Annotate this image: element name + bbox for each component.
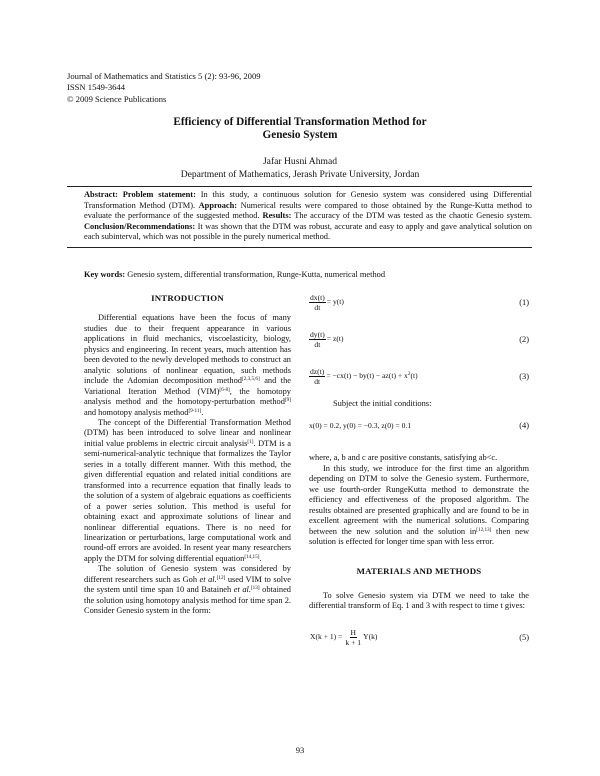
journal-citation: Journal of Mathematics and Statistics 5 (2): 93-96, 2009 <box>67 71 261 81</box>
keywords-text: Genesio system, differential transformation, Runge-Kutta, numerical method <box>125 270 386 279</box>
page-number: 93 <box>295 745 305 755</box>
citation[interactable]: [9] <box>284 397 291 404</box>
results-text: The accuracy of the DTM was tested as the chaotic Genesio system. <box>291 211 532 221</box>
results-label: Results: <box>262 211 292 221</box>
initial-conditions-intro: Subject the initial conditions: <box>333 399 432 408</box>
equation-number: (5) <box>519 632 529 642</box>
eq5-denominator: k + 1 <box>345 637 362 647</box>
citation[interactable]: [2,3,5,6] <box>241 376 260 383</box>
et-al: et al. <box>199 574 217 584</box>
intro-paragraph-2 <box>84 418 291 564</box>
eq2-numerator: dy(t) <box>310 330 325 339</box>
intro-p1-text-b: and the Variational Iteration Method (VIM) <box>84 376 291 396</box>
eq1-rhs: = y(t) <box>326 297 344 307</box>
intro-p2-text-a: The concept of the Differential Transformation Method (DTM) has been introduced to solve linear and nonlinear initial value problems in electric circuit analysis <box>84 417 291 448</box>
eq3-denominator: dt <box>314 377 321 386</box>
equation-number: (2) <box>519 335 529 344</box>
title-line-2: Genesio System <box>262 129 338 142</box>
intro-p3-text-a: The solution of Genesio system was considered by different researchers such as Goh <box>84 564 291 584</box>
left-column <box>84 293 291 617</box>
eq2-expression <box>309 330 344 349</box>
citation[interactable]: [14,15] <box>244 553 260 560</box>
eq3-fraction <box>309 367 325 386</box>
paper-title <box>0 116 600 143</box>
study-text-b: then new solution is effected for longer time span with less error. <box>309 526 530 547</box>
abstract-box <box>67 186 532 248</box>
intro-p1-text-c: , the homotopy analysis method and the homotopy-perturbation method <box>84 386 291 407</box>
intro-p2-text-b: . DTM is a semi-numerical-analytic technique that formalizes the Taylor series in a totally different manner. With this method, the given differential equation and related initial conditions are transformed into a recurrence equation that finally leads to the solution of a system of algebraic equations as coefficients of a power series solution. This method is useful for obtaining exact and approximate solutions of linear and nonlinear differential equations. There is no need for linearization or perturbations, large computational work and round-off errors are avoided. In resent year many researchers apply the DTM for solving differential equation <box>84 438 291 563</box>
eq1-denominator: dt <box>314 303 321 312</box>
eq3-numerator: dz(t) <box>310 367 325 376</box>
equation-5 <box>309 628 529 654</box>
equation-1 <box>309 293 529 330</box>
eq5-expression <box>309 628 377 647</box>
problem-statement-text: In this study, a continuous solution for Genesio system was considered using Differential Transformation Method (DTM). <box>84 190 532 210</box>
citation[interactable]: [12] <box>216 574 226 581</box>
eq3-expression <box>309 367 418 386</box>
intro-p1-text-d: and homotopy analysis method <box>84 407 189 417</box>
equation-number: (1) <box>519 298 529 307</box>
study-paragraph <box>309 464 529 548</box>
copyright: © 2009 Science Publications <box>67 93 167 104</box>
eq3-rhs-tail: (t) <box>410 371 418 381</box>
eq5-lhs: X(k + 1) = <box>310 632 343 642</box>
intro-p1-text-a: Differential equations have been the focus of many studies due to their frequent appearance in various applications in fluid mechanics, viscoelasticity, biology, physics and engineering. In recent years, much attention has been devoted to the newly developed methods to construct an analytic solutions of nonlinear equation, such methods include the Adomian decomposition method <box>84 313 291 386</box>
equation-4 <box>309 421 529 435</box>
eq3-rhs-main: = −cx(t) − by(t) − az(t) + x <box>326 371 408 381</box>
citation[interactable]: [12,13] <box>476 526 492 533</box>
author-block <box>0 155 600 181</box>
equation-number: (4) <box>519 421 529 431</box>
abstract-label: Abstract: Problem statement: <box>84 190 196 199</box>
methods-paragraph: To solve Genesio system via DTM we need to take the differential transform of Eq. 1 and 3 with respect to time t gives: <box>309 590 529 611</box>
eq4-expression: x(0) = 0.2, y(0) = −0.3, z(0) = 0.1 <box>309 421 412 431</box>
intro-p3-text-b: used VIM to solve the system until time span 10 and Bataineh <box>84 574 291 595</box>
eq5-numerator: H <box>350 627 356 637</box>
right-column <box>309 293 529 654</box>
equation-3 <box>309 367 529 399</box>
approach-text: Numerical results were compared to those obtained by the Runge-Kutta method to evaluate the performance of the suggested method. <box>84 200 532 221</box>
equation-2 <box>309 330 529 367</box>
approach-label: Approach: <box>198 200 238 210</box>
et-al: et al. <box>233 585 251 595</box>
citation[interactable]: [13] <box>250 585 260 592</box>
intro-paragraph-1 <box>84 313 291 418</box>
eq1-fraction <box>309 293 326 312</box>
intro-paragraph-3 <box>84 564 291 616</box>
constants-paragraph: where, a, b and c are positive constants, satisfying ab<c. <box>309 453 498 463</box>
eq2-fraction <box>309 330 326 349</box>
abstract-text <box>84 190 532 243</box>
eq5-rhs: Y(k) <box>363 632 378 642</box>
eq1-expression <box>309 293 344 312</box>
eq3-exponent: 2 <box>407 371 411 378</box>
study-text-a: In this study, we introduce for the first time an algorithm depending on DTM to solve the Genesio system. Furthermore, we use fourth-order RungeKutta method to demonstrate the efficiency and effectiveness of the proposed algorithm. The results obtained are presented graphically and are found to be in excellent agreement with the numerical solutions. Comparing between the new solution and the solution in <box>309 463 529 536</box>
journal-header <box>67 71 261 105</box>
eq1-numerator: dx(t) <box>310 293 325 302</box>
issn: ISSN 1549-3644 <box>67 82 126 93</box>
materials-methods-heading: MATERIALS AND METHODS <box>356 565 482 576</box>
citation[interactable]: [6-8] <box>219 386 230 393</box>
keywords <box>84 269 385 280</box>
keywords-label: Key words: <box>84 270 126 279</box>
conclusion-text: It was shown that the DTM was robust, accurate and easy to apply and gave analytical solution on each subinterval, which was not possible in the purely numerical method. <box>84 221 532 242</box>
equation-number: (3) <box>519 372 529 381</box>
intro-p1-text-e: . <box>201 407 204 417</box>
author-name: Jafar Husni Ahmad <box>262 156 338 167</box>
eq2-denominator: dt <box>314 340 321 349</box>
introduction-heading: INTRODUCTION <box>151 293 224 303</box>
intro-p3-text-c: obtained the solution using homotopy analysis method for time span 2. Consider Genesio system in the form: <box>84 585 291 616</box>
conclusion-label: Conclusion/Recommendations: <box>84 221 196 231</box>
eq2-rhs: = z(t) <box>326 334 344 344</box>
citation[interactable]: [1] <box>247 438 254 445</box>
citation[interactable]: [9-11] <box>188 407 202 414</box>
intro-p2-text-c: . <box>259 553 262 563</box>
eq5-fraction <box>344 628 362 647</box>
eq3-rhs <box>326 371 417 381</box>
title-line-1: Efficiency of Differential Transformation Method for <box>173 116 427 128</box>
author-affiliation: Department of Mathematics, Jerash Private University, Jordan <box>180 169 420 180</box>
